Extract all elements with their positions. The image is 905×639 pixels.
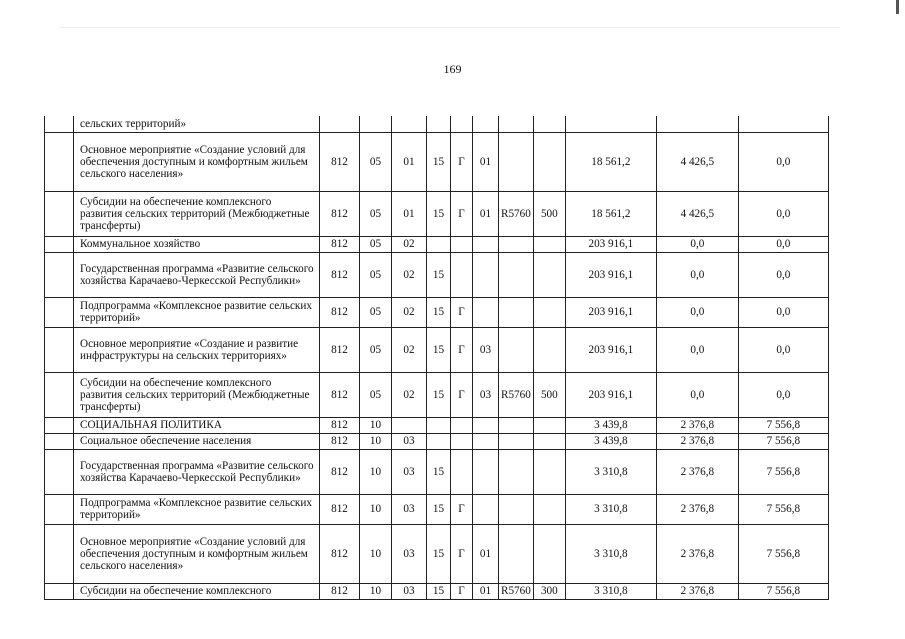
code-cell: 812 — [320, 372, 360, 417]
subprogram-code-cell — [451, 449, 473, 494]
subprogram-code-cell — [451, 116, 473, 132]
subsection-cell: 03 — [392, 524, 427, 583]
section-cell: 10 — [360, 433, 392, 449]
sum-year3-cell: 0,0 — [738, 297, 828, 327]
sum-year2-cell: 4 426,5 — [656, 191, 738, 236]
subprogram-code-cell: Г — [451, 132, 473, 191]
table-row — [45, 191, 829, 236]
target-code-cell — [499, 494, 534, 524]
section-cell: 05 — [360, 191, 392, 236]
sum-year1-cell: 3 310,8 — [565, 524, 656, 583]
sum-year3-cell: 7 556,8 — [738, 494, 828, 524]
sum-year1-cell: 18 561,2 — [565, 132, 656, 191]
row-number-cell — [45, 297, 74, 327]
subprogram-code-cell — [451, 417, 473, 433]
subprogram-code-cell: Г — [451, 327, 473, 372]
sum-year1-cell: 3 310,8 — [565, 494, 656, 524]
subprogram-code-cell: Г — [451, 583, 473, 599]
row-name-cell: Подпрограмма «Комплексное развитие сельских территорий» — [74, 297, 320, 327]
sum-year1-cell: 3 439,8 — [565, 417, 656, 433]
sum-year2-cell: 2 376,8 — [656, 494, 738, 524]
event-code-cell — [473, 236, 499, 252]
section-cell: 10 — [360, 449, 392, 494]
program-code-cell — [427, 417, 451, 433]
budget-table — [44, 116, 829, 600]
sum-year1-cell: 3 310,8 — [565, 583, 656, 599]
program-code-cell: 15 — [427, 494, 451, 524]
event-code-cell: 01 — [473, 191, 499, 236]
row-name-cell: СОЦИАЛЬНАЯ ПОЛИТИКА — [74, 417, 320, 433]
table-row — [45, 297, 829, 327]
event-code-cell: 01 — [473, 524, 499, 583]
sum-year3-cell: 0,0 — [738, 132, 828, 191]
sum-year2-cell: 0,0 — [656, 372, 738, 417]
row-name-cell: Субсидии на обеспечение комплексного — [74, 583, 320, 599]
table-row — [45, 327, 829, 372]
target-code-cell — [499, 297, 534, 327]
subprogram-code-cell: Г — [451, 191, 473, 236]
expense-type-cell — [533, 449, 565, 494]
subsection-cell — [392, 116, 427, 132]
expense-type-cell — [533, 116, 565, 132]
table-row — [45, 116, 829, 132]
subsection-cell: 02 — [392, 327, 427, 372]
sum-year1-cell: 3 310,8 — [565, 449, 656, 494]
subprogram-code-cell — [451, 252, 473, 297]
sum-year3-cell: 0,0 — [738, 191, 828, 236]
target-code-cell — [499, 132, 534, 191]
target-code-cell — [499, 449, 534, 494]
table-row — [45, 449, 829, 494]
row-name-cell: сельских территорий» — [74, 116, 320, 132]
row-name-cell: Государственная программа «Развитие сельского хозяйства Карачаево-Черкесской Республики» — [74, 252, 320, 297]
subsection-cell — [392, 417, 427, 433]
program-code-cell: 15 — [427, 327, 451, 372]
expense-type-cell — [533, 297, 565, 327]
sum-year2-cell: 2 376,8 — [656, 433, 738, 449]
section-cell: 05 — [360, 252, 392, 297]
sum-year3-cell — [738, 116, 828, 132]
sum-year2-cell — [656, 116, 738, 132]
row-name-cell: Государственная программа «Развитие сельского хозяйства Карачаево-Черкесской Республики» — [74, 449, 320, 494]
program-code-cell: 15 — [427, 297, 451, 327]
program-code-cell: 15 — [427, 524, 451, 583]
target-code-cell: R5760 — [499, 372, 534, 417]
subsection-cell: 02 — [392, 236, 427, 252]
row-number-cell — [45, 132, 74, 191]
program-code-cell: 15 — [427, 191, 451, 236]
section-cell: 10 — [360, 524, 392, 583]
sum-year2-cell: 0,0 — [656, 297, 738, 327]
row-number-cell — [45, 252, 74, 297]
table-row — [45, 494, 829, 524]
subsection-cell: 01 — [392, 132, 427, 191]
row-name-cell: Коммунальное хозяйство — [74, 236, 320, 252]
row-name-cell: Субсидии на обеспечение комплексного развития сельских территорий (Межбюджетные трансферты) — [74, 191, 320, 236]
section-cell: 05 — [360, 297, 392, 327]
sum-year2-cell: 0,0 — [656, 252, 738, 297]
code-cell: 812 — [320, 252, 360, 297]
section-cell: 05 — [360, 236, 392, 252]
sum-year3-cell: 7 556,8 — [738, 449, 828, 494]
section-cell: 10 — [360, 417, 392, 433]
sum-year1-cell: 203 916,1 — [565, 372, 656, 417]
event-code-cell: 01 — [473, 583, 499, 599]
subsection-cell: 03 — [392, 583, 427, 599]
program-code-cell — [427, 236, 451, 252]
section-cell — [360, 116, 392, 132]
row-number-cell — [45, 116, 74, 132]
event-code-cell: 03 — [473, 327, 499, 372]
sum-year1-cell: 3 439,8 — [565, 433, 656, 449]
table-body — [45, 116, 829, 599]
sum-year2-cell: 2 376,8 — [656, 524, 738, 583]
table-row — [45, 524, 829, 583]
sum-year2-cell: 2 376,8 — [656, 417, 738, 433]
row-number-cell — [45, 327, 74, 372]
target-code-cell: R5760 — [499, 191, 534, 236]
row-number-cell — [45, 494, 74, 524]
row-number-cell — [45, 417, 74, 433]
code-cell: 812 — [320, 236, 360, 252]
event-code-cell — [473, 116, 499, 132]
subsection-cell: 01 — [392, 191, 427, 236]
sum-year2-cell: 0,0 — [656, 327, 738, 372]
section-cell: 10 — [360, 494, 392, 524]
expense-type-cell — [533, 327, 565, 372]
expense-type-cell: 300 — [533, 583, 565, 599]
sum-year1-cell: 203 916,1 — [565, 252, 656, 297]
table-row — [45, 583, 829, 599]
row-name-cell: Субсидии на обеспечение комплексного развития сельских территорий (Межбюджетные трансферты) — [74, 372, 320, 417]
program-code-cell: 15 — [427, 583, 451, 599]
event-code-cell — [473, 494, 499, 524]
target-code-cell: R5760 — [499, 583, 534, 599]
event-code-cell — [473, 449, 499, 494]
table-row — [45, 252, 829, 297]
row-number-cell — [45, 583, 74, 599]
sum-year1-cell — [565, 116, 656, 132]
expense-type-cell — [533, 433, 565, 449]
target-code-cell — [499, 433, 534, 449]
sum-year1-cell: 18 561,2 — [565, 191, 656, 236]
program-code-cell: 15 — [427, 449, 451, 494]
subsection-cell: 02 — [392, 372, 427, 417]
row-name-cell: Основное мероприятие «Создание и развитие инфраструктуры на сельских территориях» — [74, 327, 320, 372]
scan-artifact-line — [60, 27, 840, 28]
table-row — [45, 433, 829, 449]
section-cell: 05 — [360, 132, 392, 191]
program-code-cell: 15 — [427, 252, 451, 297]
page-number: 169 — [443, 62, 462, 76]
sum-year3-cell: 7 556,8 — [738, 417, 828, 433]
target-code-cell — [499, 252, 534, 297]
table-row — [45, 236, 829, 252]
row-name-cell: Основное мероприятие «Создание условий для обеспечения доступным и комфортным жильем сельского населения» — [74, 132, 320, 191]
sum-year3-cell: 0,0 — [738, 252, 828, 297]
subsection-cell: 03 — [392, 494, 427, 524]
expense-type-cell: 500 — [533, 372, 565, 417]
row-name-cell: Социальное обеспечение населения — [74, 433, 320, 449]
subsection-cell: 02 — [392, 252, 427, 297]
sum-year2-cell: 2 376,8 — [656, 583, 738, 599]
row-number-cell — [45, 191, 74, 236]
event-code-cell — [473, 252, 499, 297]
event-code-cell — [473, 297, 499, 327]
program-code-cell — [427, 433, 451, 449]
row-number-cell — [45, 236, 74, 252]
target-code-cell — [499, 327, 534, 372]
subsection-cell: 03 — [392, 449, 427, 494]
section-cell: 05 — [360, 327, 392, 372]
sum-year3-cell: 7 556,8 — [738, 433, 828, 449]
target-code-cell — [499, 524, 534, 583]
sum-year2-cell: 0,0 — [656, 236, 738, 252]
code-cell: 812 — [320, 132, 360, 191]
subprogram-code-cell: Г — [451, 372, 473, 417]
sum-year3-cell: 0,0 — [738, 372, 828, 417]
sum-year3-cell: 7 556,8 — [738, 524, 828, 583]
sum-year1-cell: 203 916,1 — [565, 236, 656, 252]
expense-type-cell — [533, 524, 565, 583]
code-cell: 812 — [320, 583, 360, 599]
table-row — [45, 372, 829, 417]
row-number-cell — [45, 372, 74, 417]
code-cell — [320, 116, 360, 132]
code-cell: 812 — [320, 524, 360, 583]
subprogram-code-cell: Г — [451, 494, 473, 524]
expense-type-cell — [533, 252, 565, 297]
event-code-cell: 01 — [473, 132, 499, 191]
code-cell: 812 — [320, 417, 360, 433]
event-code-cell — [473, 417, 499, 433]
sum-year2-cell: 2 376,8 — [656, 449, 738, 494]
sum-year1-cell: 203 916,1 — [565, 297, 656, 327]
code-cell: 812 — [320, 494, 360, 524]
target-code-cell — [499, 236, 534, 252]
code-cell: 812 — [320, 449, 360, 494]
subsection-cell: 03 — [392, 433, 427, 449]
sum-year1-cell: 203 916,1 — [565, 327, 656, 372]
event-code-cell: 03 — [473, 372, 499, 417]
section-cell: 05 — [360, 372, 392, 417]
target-code-cell — [499, 417, 534, 433]
table-row — [45, 417, 829, 433]
subprogram-code-cell: Г — [451, 297, 473, 327]
row-number-cell — [45, 449, 74, 494]
sum-year3-cell: 0,0 — [738, 236, 828, 252]
expense-type-cell: 500 — [533, 191, 565, 236]
code-cell: 812 — [320, 433, 360, 449]
code-cell: 812 — [320, 327, 360, 372]
expense-type-cell — [533, 417, 565, 433]
code-cell: 812 — [320, 191, 360, 236]
expense-type-cell — [533, 236, 565, 252]
target-code-cell — [499, 116, 534, 132]
table-row — [45, 132, 829, 191]
subprogram-code-cell — [451, 236, 473, 252]
row-number-cell — [45, 433, 74, 449]
subprogram-code-cell: Г — [451, 524, 473, 583]
expense-type-cell — [533, 494, 565, 524]
sum-year3-cell: 7 556,8 — [738, 583, 828, 599]
subprogram-code-cell — [451, 433, 473, 449]
scan-corner-mark — [896, 0, 899, 14]
section-cell: 10 — [360, 583, 392, 599]
expense-type-cell — [533, 132, 565, 191]
row-name-cell: Основное мероприятие «Создание условий для обеспечения доступным и комфортным жильем сельского населения» — [74, 524, 320, 583]
sum-year2-cell: 4 426,5 — [656, 132, 738, 191]
program-code-cell: 15 — [427, 132, 451, 191]
sum-year3-cell: 0,0 — [738, 327, 828, 372]
program-code-cell — [427, 116, 451, 132]
event-code-cell — [473, 433, 499, 449]
row-name-cell: Подпрограмма «Комплексное развитие сельских территорий» — [74, 494, 320, 524]
program-code-cell: 15 — [427, 372, 451, 417]
row-number-cell — [45, 524, 74, 583]
subsection-cell: 02 — [392, 297, 427, 327]
code-cell: 812 — [320, 297, 360, 327]
